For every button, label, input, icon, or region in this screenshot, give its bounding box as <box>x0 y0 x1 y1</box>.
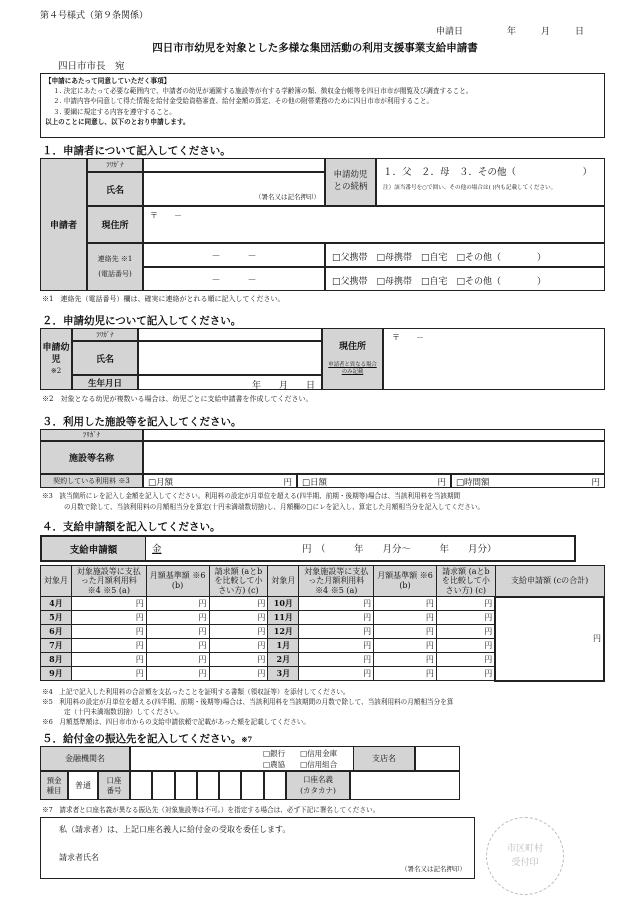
paid-cell[interactable]: 円 <box>71 611 146 625</box>
address-label: 現住所 <box>87 206 143 243</box>
phone-type-1[interactable]: □父携帯 □母携帯 □自宅 □その他（ ） <box>325 243 605 267</box>
consent-box <box>40 73 605 138</box>
month-cell: 4月 <box>41 597 72 611</box>
date-label: 申請日 <box>436 27 464 37</box>
base-cell[interactable]: 円 <box>374 639 437 653</box>
child-label <box>40 328 72 390</box>
gold-label: 金 <box>152 544 162 555</box>
consent-item-1: １. 決定にあたって必要な範囲内で、申請者の幼児が通園する施設等が有する学齢簿の類、徴収金台帳等を四日市市が閲覧及び調査すること。 <box>53 87 473 96</box>
relation-field[interactable] <box>376 158 605 206</box>
account-digit-box[interactable] <box>175 771 197 800</box>
month-cell: 12月 <box>268 625 299 639</box>
birth-label: 生年月日 <box>72 375 138 390</box>
relation-options: １．父 ２．母 ３．その他（ ） <box>383 167 593 178</box>
total-cell[interactable]: 円 <box>495 597 604 681</box>
paid-cell[interactable]: 円 <box>299 667 374 681</box>
hourly-yen: 円 <box>591 478 600 488</box>
paid-cell[interactable]: 円 <box>71 667 146 681</box>
holder-kana-text: (カタカナ) <box>300 785 336 795</box>
bank-table <box>40 746 460 800</box>
phone-type-2[interactable]: □父携帯 □母携帯 □自宅 □その他（ ） <box>325 267 605 291</box>
child-table <box>40 328 605 390</box>
paid-cell[interactable]: 円 <box>71 639 146 653</box>
base-cell[interactable]: 円 <box>374 625 437 639</box>
month-cell: 2月 <box>268 653 299 667</box>
section3-heading: ３．利用した施設等を記入してください。 <box>42 416 242 428</box>
contact-label <box>87 243 143 291</box>
consent-title: 【申請にあたって同意していただく事項】 <box>45 77 171 85</box>
paid-cell[interactable]: 円 <box>299 639 374 653</box>
account-digit-box[interactable] <box>219 771 241 800</box>
account-no-field[interactable] <box>130 771 286 800</box>
month-cell: 5月 <box>41 611 72 625</box>
claim-cell[interactable]: 円 <box>436 639 495 653</box>
phone-field-1[interactable]: － － <box>143 243 325 267</box>
daily-fee-field[interactable] <box>297 474 451 488</box>
date-month: 月 <box>541 27 551 37</box>
claim-cell[interactable]: 円 <box>436 597 495 611</box>
contract-fee-label: 契約している利用料 ※3 <box>40 474 143 488</box>
relation-label <box>325 158 376 206</box>
month-cell: 1月 <box>268 639 299 653</box>
footnote-7: ※7 請求者と口座名義が異なる振込先（対象施設等は不可。）を指定する場合は、必ず下記に署名してください。 <box>42 806 380 814</box>
base-cell[interactable]: 円 <box>146 639 209 653</box>
month-cell: 6月 <box>41 625 72 639</box>
table-row <box>41 597 605 611</box>
consent-item-2: ２. 申請内容や同意して得た情報を給付金受給資格審査、給付金額の算定、その他の附帯業務のために四日市市が利用すること。 <box>53 97 434 106</box>
hourly-checkbox[interactable]: □時間額 <box>456 478 490 488</box>
paid-cell[interactable]: 円 <box>299 597 374 611</box>
month-cell: 7月 <box>41 639 72 653</box>
stamp-line-2: 受付印 <box>511 858 539 868</box>
account-digit-box[interactable] <box>197 771 219 800</box>
relation-label-line2: との続柄 <box>333 182 368 192</box>
claim-cell[interactable]: 円 <box>209 611 268 625</box>
footnote-5b: 定（十円未満端数切捨）してください。 <box>64 708 183 716</box>
month-cell: 9月 <box>41 667 72 681</box>
claimant-label: 請求者氏名 <box>59 853 99 862</box>
paid-cell[interactable]: 円 <box>299 611 374 625</box>
child-address-note: 申請者と異なる場合のみ記載 <box>328 361 377 375</box>
date-day: 日 <box>575 27 585 37</box>
monthly-checkbox[interactable]: □月額 <box>148 478 174 488</box>
relation-note: 注）該当番号を○で囲い、その他の場合は( )内も記載してください。 <box>383 185 557 191</box>
footnote-5a: ※5 利用料の設定が月単位を超える(四半期、前期・後期等)場合は、当該利用料を当該期間の月数で除して、当該利用料の月額相当分を算 <box>42 698 454 706</box>
bank-name-field[interactable] <box>130 746 385 771</box>
col-base-left: 月額基準額 ※6 (b) <box>146 566 209 597</box>
child-postal-mark: 〒 － <box>392 333 424 342</box>
consent-closing: 以上のことに同意し、以下のとおり申請します。 <box>45 117 190 126</box>
col-claim-left: 請求額 (aとbを比較して小さい方) (c) <box>209 566 268 597</box>
col-month-left: 対象月 <box>41 566 72 597</box>
form-number: 第４号様式（第９条関係） <box>40 11 149 21</box>
footnote-3a: ※3 該当箇所にレを記入し金額を記入してください。利用料の設定が月単位を超える(四半期、前期・後期等)場合は、当該利用料を当該期間 <box>42 492 461 500</box>
month-cell: 11月 <box>268 611 299 625</box>
section4-heading: ４．支給申請額を記入してください。 <box>42 521 221 533</box>
applicant-label: 申請者 <box>40 158 87 291</box>
child-label-text: 申請幼児 <box>42 342 70 366</box>
birth-field[interactable]: 年 月 日 <box>138 375 322 390</box>
section2-heading: ２．申請幼児について記入してください。 <box>42 315 242 327</box>
date-year: 年 <box>507 27 517 37</box>
base-cell[interactable]: 円 <box>374 653 437 667</box>
account-no-label: 口座番号 <box>98 771 130 800</box>
facility-name-label: 施設等名称 <box>40 441 143 474</box>
claim-cell[interactable]: 円 <box>436 667 495 681</box>
consent-item-3: ３. 要綱に規定する内容を遵守すること。 <box>53 107 176 116</box>
claim-cell[interactable]: 円 <box>436 625 495 639</box>
phone-label-text: (電話番号) <box>98 270 132 278</box>
claim-cell[interactable]: 円 <box>436 611 495 625</box>
account-digit-box[interactable] <box>152 771 174 800</box>
bank-name-label: 金融機関名 <box>40 746 130 771</box>
paid-cell[interactable]: 円 <box>71 625 146 639</box>
month-cell: 10月 <box>268 597 299 611</box>
footnote-3b: の月数で除して、当該利用料の月額相当分を算定(十円未満端数切捨)し、月額欄の□にレを記入し、算定した月額相当分を記入してください。 <box>64 503 485 511</box>
name-label: 氏名 <box>87 172 143 206</box>
claim-cell[interactable]: 円 <box>209 653 268 667</box>
hourly-fee-field[interactable] <box>451 474 605 488</box>
amount-yen: 円 <box>302 544 312 555</box>
amount-row <box>40 535 576 562</box>
child-note: ※2 <box>50 366 62 375</box>
paid-cell[interactable]: 円 <box>299 653 374 667</box>
col-base-right: 月額基準額 ※6 (b) <box>374 566 437 597</box>
base-cell[interactable]: 円 <box>374 611 437 625</box>
paid-cell[interactable]: 円 <box>299 625 374 639</box>
branch-label: 支店名 <box>353 746 415 771</box>
bank-type-options[interactable] <box>263 749 337 771</box>
monthly-fee-field[interactable] <box>143 474 297 488</box>
section5-heading-text: ５．給付金の振込先を記入してください。 <box>42 733 242 745</box>
base-cell[interactable]: 円 <box>374 597 437 611</box>
facility-furigana-field[interactable] <box>143 429 605 441</box>
sign-note: （署名又は記名押印） <box>255 193 320 201</box>
holder-field[interactable] <box>350 771 460 800</box>
postal-mark: 〒 － <box>150 211 182 220</box>
page-title: 四日市市幼児を対象とした多様な集団活動の利用支援事業支給申請書 <box>152 42 478 54</box>
address-field[interactable] <box>143 206 605 243</box>
amount-period: （ 年 月分～ 年 月分） <box>316 544 497 555</box>
account-digit-box[interactable] <box>241 771 263 800</box>
month-cell: 3月 <box>268 667 299 681</box>
month-cell: 8月 <box>41 653 72 667</box>
claim-cell[interactable]: 円 <box>209 667 268 681</box>
section5-heading-note: ※7 <box>241 735 253 744</box>
base-cell[interactable]: 円 <box>374 667 437 681</box>
delegation-box <box>40 817 475 879</box>
child-address-label-text: 現住所 <box>338 342 366 353</box>
account-digit-box[interactable] <box>130 771 152 800</box>
stamp-line-1: 市区町村 <box>506 843 543 854</box>
col-paid-left: 対象施設等に支払った月額利用料 ※4 ※5 (a) <box>71 566 146 597</box>
base-cell[interactable]: 円 <box>146 653 209 667</box>
furigana-label: ﾌﾘｶﾞﾅ <box>87 158 143 172</box>
paid-cell[interactable]: 円 <box>71 597 146 611</box>
footnote-4: ※4 上記で記入した利用料の合計額を支払ったことを証明する書類（領収証等）を添付してください。 <box>42 688 350 696</box>
child-name-field[interactable] <box>138 341 322 375</box>
daily-yen: 円 <box>437 478 446 488</box>
applicant-name-field[interactable] <box>143 172 325 206</box>
holder-label <box>286 771 350 800</box>
base-cell[interactable]: 円 <box>146 667 209 681</box>
claim-cell[interactable]: 円 <box>209 597 268 611</box>
receipt-stamp <box>486 817 564 895</box>
deposit-type-label: 預金種目 <box>40 771 68 800</box>
section5-heading <box>42 731 252 746</box>
addressee: 四日市市長 宛 <box>58 61 125 72</box>
relation-label-line1: 申請幼児 <box>333 170 368 181</box>
claim-cell[interactable]: 円 <box>209 625 268 639</box>
child-furigana-label: ﾌﾘｶﾞﾅ <box>72 328 138 341</box>
col-month-right: 対象月 <box>268 566 299 597</box>
bank-type-row-2[interactable]: □農協 □信用組合 <box>263 759 338 769</box>
amount-field[interactable] <box>146 537 574 560</box>
holder-label-text: 口座名義 <box>303 775 333 784</box>
claim-cell[interactable]: 円 <box>209 639 268 653</box>
delegation-text: 私（請求者）は、上記口座名義人に給付金の受取を委任します。 <box>59 825 291 834</box>
base-cell[interactable]: 円 <box>146 597 209 611</box>
child-address-label <box>322 328 383 390</box>
footnote-6: ※6 月額基準額は、四日市市からの支給申請依頼で記載があった額を記載してください。 <box>42 718 310 726</box>
footnote-1: ※1 連絡先（電話番号）欄は、確実に連絡がとれる順に記入してください。 <box>42 295 285 303</box>
account-digit-box[interactable] <box>264 771 286 800</box>
daily-checkbox[interactable]: □日額 <box>302 478 328 488</box>
col-paid-right: 対象施設等に支払った月額利用料 ※4 ※5 (a) <box>299 566 374 597</box>
col-claim-right: 請求額 (aとbを比較して小さい方) (c) <box>436 566 495 597</box>
child-address-field[interactable] <box>383 328 605 390</box>
bank-type-row-1[interactable]: □銀行 □信用金庫 <box>263 749 338 758</box>
child-furigana-field[interactable] <box>138 328 322 341</box>
monthly-table <box>40 565 605 682</box>
claim-cell[interactable]: 円 <box>436 653 495 667</box>
base-cell[interactable]: 円 <box>146 611 209 625</box>
child-name-label: 氏名 <box>72 341 138 375</box>
paid-cell[interactable]: 円 <box>71 653 146 667</box>
facility-name-field[interactable] <box>143 441 605 474</box>
facility-furigana-label: ﾌﾘｶﾞﾅ <box>40 429 143 441</box>
applicant-table <box>40 158 605 291</box>
furigana-field[interactable] <box>143 158 325 172</box>
contact-label-text: 連絡先 ※1 <box>97 254 133 263</box>
ordinary-label: 普通 <box>68 771 98 800</box>
monthly-yen: 円 <box>283 478 292 488</box>
footnote-2: ※2 対象となる幼児が複数いる場合は、幼児ごとに支給申請書を作成してください。 <box>42 395 313 403</box>
section1-heading: １．申請者について記入してください。 <box>42 145 231 157</box>
claimant-sign-note: （署名又は記名押印） <box>401 865 466 873</box>
facility-table <box>40 429 605 488</box>
base-cell[interactable]: 円 <box>146 625 209 639</box>
col-total: 支給申請額 (cの合計) <box>495 566 604 597</box>
amount-label: 支給申請額 <box>42 537 146 560</box>
phone-field-2[interactable]: － － <box>143 267 325 291</box>
branch-field[interactable] <box>415 746 460 771</box>
